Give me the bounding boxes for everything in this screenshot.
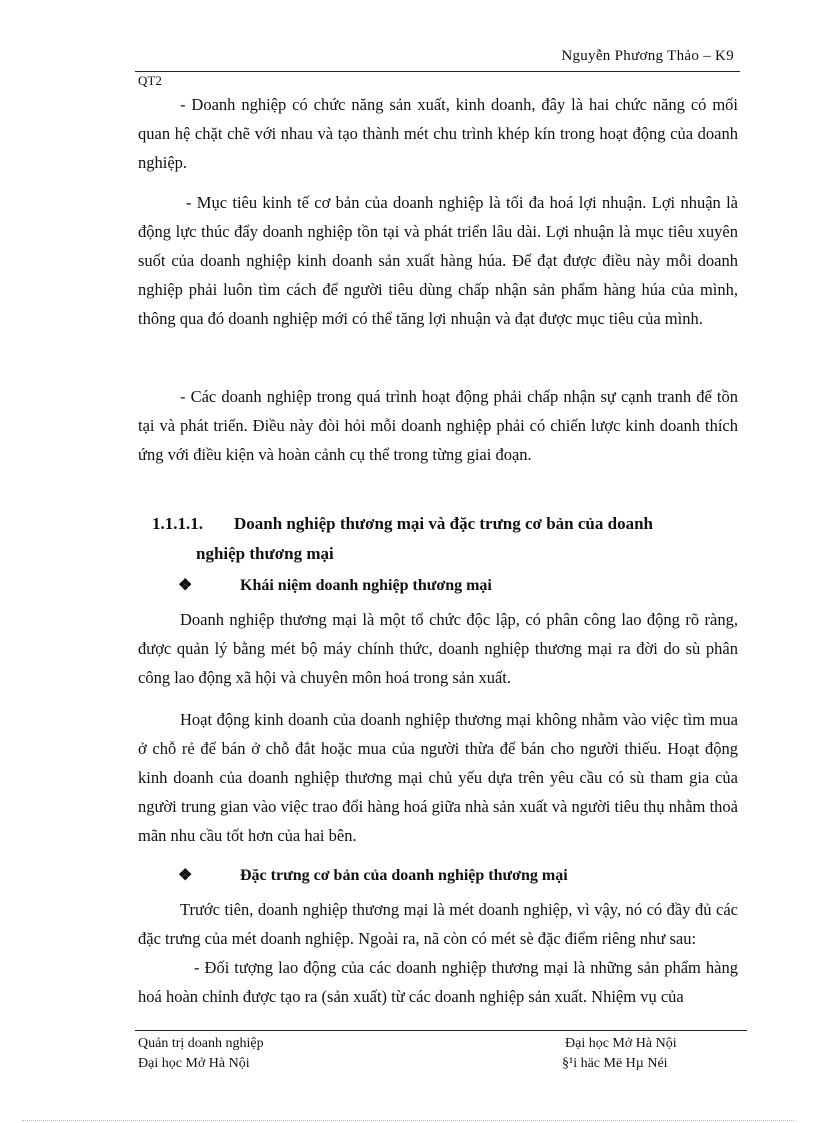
section-number: 1.1.1.1. bbox=[152, 514, 203, 533]
subsection-heading-characteristics bbox=[178, 865, 568, 885]
subsection-heading-concept bbox=[178, 575, 492, 595]
paragraph-text: Doanh nghiệp thương mại là một tổ chức độc lập, có phân công lao động rõ ràng, được quản lý bằng mét bộ máy chính thức, doanh nghiệp thương mại ra đời do sù phân công lao động xã hội và chuyên môn hoá trong sản xuất. bbox=[138, 610, 738, 687]
paragraph-text: - Đối tượng lao động của các doanh nghiệp thương mại là những sản phẩm hàng hoá hoàn chỉnh được tạo ra (sản xuất) từ các doanh nghiệp sản xuất. Nhiệm vụ của bbox=[138, 958, 738, 1006]
footer-university-garbled: §¹i häc Më Hµ Néi bbox=[562, 1056, 668, 1071]
section-title-line1: Doanh nghiệp thương mại và đặc trưng cơ bản của doanh bbox=[234, 514, 653, 533]
subsection-title: Đặc trưng cơ bản của doanh nghiệp thương mại bbox=[240, 867, 568, 884]
paragraph-production-function bbox=[138, 90, 738, 177]
diamond-bullet-icon: ❖ bbox=[178, 867, 193, 884]
subsection-title: Khái niệm doanh nghiệp thương mại bbox=[240, 577, 492, 594]
paragraph-text: - Mục tiêu kinh tế cơ bản của doanh nghiệp là tối đa hoá lợi nhuận. Lợi nhuận là động lực thúc đẩy doanh nghiệp tồn tại và phát triển lâu dài. Lợi nhuận là mục tiêu xuyên suốt của doanh nghiệp kinh doanh sản xuất hàng húa. Để đạt được điều này mỗi doanh nghiệp phải luôn tìm cách để người tiêu dùng chấp nhận sản phẩm hàng húa của mình, thông qua đó doanh nghiệp mới có thể tăng lợi nhuận và đạt được mục tiêu của mình. bbox=[138, 193, 738, 328]
paragraph-profit-objective bbox=[138, 188, 738, 333]
section-title-line2: nghiệp thương mại bbox=[196, 544, 334, 563]
footer-divider bbox=[135, 1030, 747, 1031]
paragraph-text: Trước tiên, doanh nghiệp thương mại là mét doanh nghiệp, vì vậy, nó có đầy đủ các đặc trưng của mét doanh nghiệp. Ngoài ra, nã còn có mét sè đặc điểm riêng như sau: bbox=[138, 900, 738, 948]
diamond-bullet-icon: ❖ bbox=[178, 577, 193, 594]
paragraph-definition bbox=[138, 605, 738, 692]
section-heading bbox=[152, 509, 742, 569]
header-class-code: QT2 bbox=[138, 73, 162, 88]
paragraph-text: - Doanh nghiệp có chức năng sản xuất, kinh doanh, đây là hai chức năng có mối quan hệ chặt chẽ với nhau và tạo thành mét chu trình khép kín trong hoạt động của doanh nghiệp. bbox=[138, 95, 738, 172]
header-author: Nguyễn Phương Thảo – K9 bbox=[561, 48, 734, 64]
footer-university: Đại học Mở Hà Nội bbox=[565, 1036, 677, 1051]
page-bottom-edge bbox=[22, 1120, 794, 1121]
footer-department: Quản trị doanh nghiệp bbox=[138, 1036, 264, 1051]
footer-university-left: Đại học Mở Hà Nội bbox=[138, 1056, 250, 1071]
paragraph-business-activity bbox=[138, 705, 738, 850]
header-divider bbox=[135, 71, 740, 72]
paragraph-text: - Các doanh nghiệp trong quá trình hoạt động phải chấp nhận sự cạnh tranh để tồn tại và phát triển. Điều này đòi hỏi mỗi doanh nghiệp phải có chiến lược kinh doanh thích ứng với điều kiện và hoàn cảnh cụ thể trong từng giai đoạn. bbox=[138, 387, 738, 464]
paragraph-text: Hoạt động kinh doanh của doanh nghiệp thương mại không nhằm vào việc tìm mua ở chỗ rẻ để bán ở chỗ đắt hoặc mua của người thừa để bán cho người thiếu. Hoạt động kinh doanh của doanh nghiệp thương mại chủ yếu dựa trên yêu cầu có sù tham gia của người trung gian vào việc trao đổi hàng hoá giữa nhà sản xuất và người tiêu thụ nhằm thoả mãn nhu cầu tốt hơn của hai bên. bbox=[138, 710, 738, 845]
paragraph-competition bbox=[138, 382, 738, 469]
paragraph-characteristics bbox=[138, 895, 738, 1011]
